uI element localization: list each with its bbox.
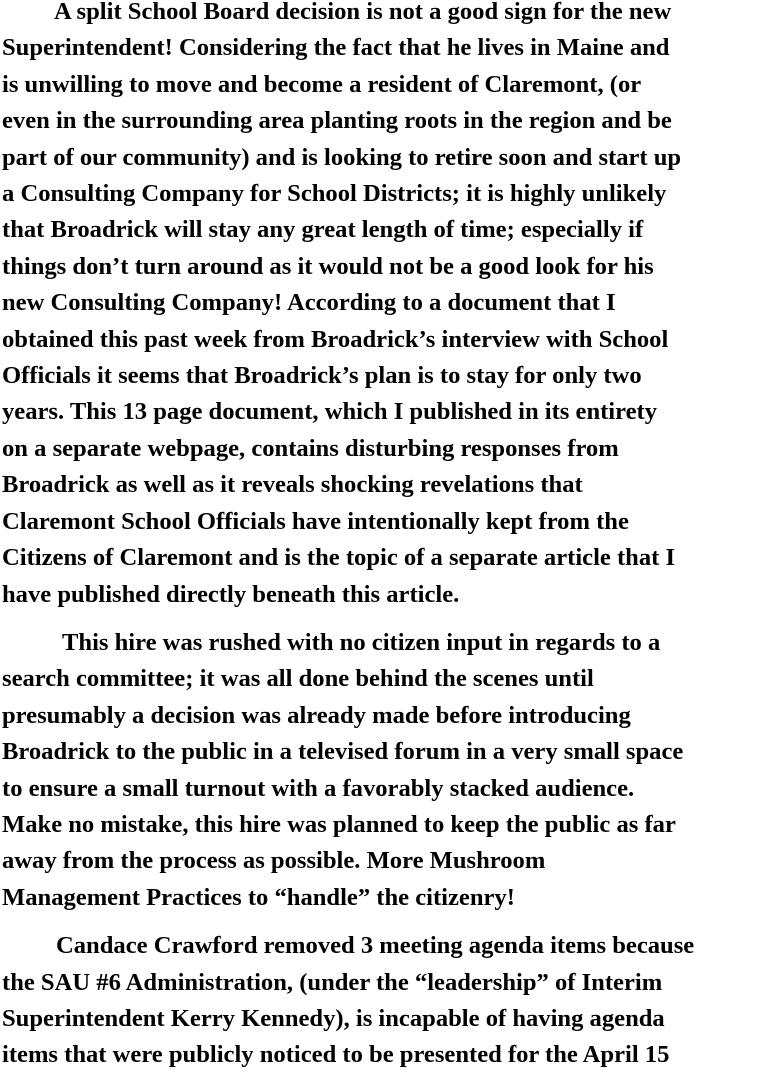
paragraph-2 [2, 625, 765, 916]
text-line: part of our community) and is looking to retire soon and start up [2, 143, 682, 171]
text-line: a Consulting Company for School Districts; it is highly unlikely [2, 180, 667, 208]
text-line: Broadrick to the public in a televised forum in a very small space [2, 738, 684, 766]
text-line: Officials it seems that Broadrick’s plan is to stay for only two [2, 362, 642, 390]
text-line: away from the process as possible. More Mushroom [2, 847, 546, 875]
text-line: Make no mistake, this hire was planned to keep the public as far [2, 810, 676, 838]
text-line: Superintendent Kerry Kennedy), is incapable of having agenda [2, 1004, 665, 1032]
text-line: Claremont School Officials have intentionally kept from the [2, 507, 629, 535]
article-body [2, 0, 765, 1074]
text-line: Broadrick as well as it reveals shocking revelations that [2, 471, 583, 499]
text-line: Management Practices to “handle” the citizenry! [2, 883, 515, 911]
text-line: even in the surrounding area planting roots in the region and be [2, 107, 672, 135]
text-line: years. This 13 page document, which I published in its entirety [2, 398, 658, 426]
text-line: items that were publicly noticed to be presented for the April 15 [2, 1041, 670, 1069]
text-line: is unwilling to move and become a resident of Claremont, (or [2, 70, 642, 98]
text-line: on a separate webpage, contains disturbing responses from [2, 434, 619, 462]
text-line: Candace Crawford removed 3 meeting agenda items because [56, 932, 695, 960]
text-line: presumably a decision was already made before introducing [2, 701, 631, 729]
text-line: This hire was rushed with no citizen input in regards to a [62, 628, 661, 656]
text-line: Superintendent! Considering the fact that he lives in Maine and [2, 34, 670, 62]
text-line: that Broadrick will stay any great length of time; especially if [2, 216, 644, 244]
text-line: new Consulting Company! According to a document that I [2, 289, 616, 317]
text-line: A split School Board decision is not a good sign for the new [54, 0, 672, 25]
text-line: to ensure a small turnout with a favorably stacked audience. [2, 774, 635, 802]
paragraph-3 [2, 928, 765, 1074]
paragraph-1 [2, 0, 765, 613]
text-line: search committee; it was all done behind the scenes until [2, 665, 594, 693]
text-line: Citizens of Claremont and is the topic of a separate article that I [2, 544, 676, 572]
text-line: have published directly beneath this article. [2, 580, 460, 608]
text-line: things don’t turn around as it would not be a good look for his [2, 252, 654, 280]
text-line: obtained this past week from Broadrick’s interview with School [2, 325, 669, 353]
text-line: the SAU #6 Administration, (under the “leadership” of Interim [2, 968, 663, 996]
